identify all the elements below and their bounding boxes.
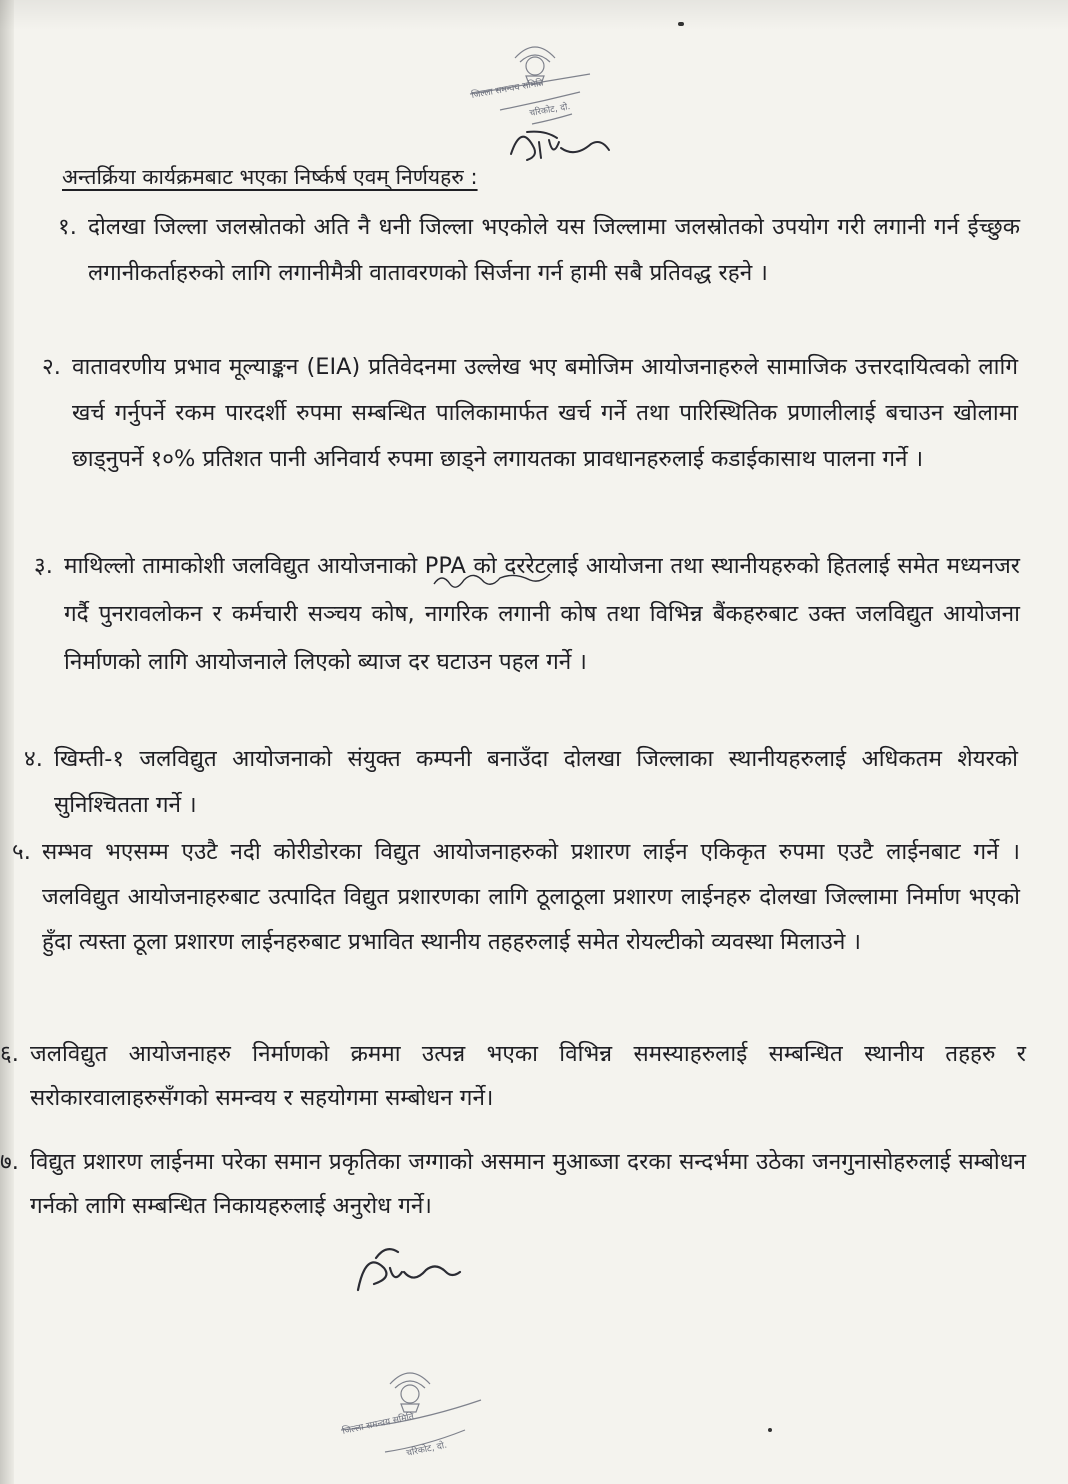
item-number: ५. xyxy=(12,839,31,865)
svg-text:चरिकोट, दो.: चरिकोट, दो. xyxy=(528,101,572,119)
ink-speck xyxy=(678,22,684,26)
item-number: ७. xyxy=(0,1149,19,1175)
item-number: ४. xyxy=(24,746,43,772)
svg-text:चरिकोट, दो.: चरिकोट, दो. xyxy=(405,1440,448,1459)
decision-item xyxy=(0,1032,1026,1120)
decision-item xyxy=(12,830,1020,965)
item-text: वातावरणीय प्रभाव मूल्याङ्कन (EIA) प्रतिवेदनमा उल्लेख भए बमोजिम आयोजनाहरुले सामाजिक उत्तरदायित्वको लागि खर्च गर्नुपर्ने रकम पारदर्शी रुपमा सम्बन्धित पालिकामार्फत खर्च गर्ने तथा पारिस्थितिक प्रणालीलाई बचाउन खोलामा छाड्नुपर्ने १०% प्रतिशत पानी अनिवार्य रुपमा छाड्ने लगायतका प्रावधानहरुलाई कडाईकासाथ पालना गर्ने । xyxy=(72,354,1018,472)
decision-item xyxy=(0,1140,1026,1228)
decision-item xyxy=(42,344,1018,482)
item-number: १. xyxy=(58,214,77,240)
decision-item xyxy=(24,736,1018,828)
page-left-edge xyxy=(0,0,14,1484)
decision-item xyxy=(58,204,1020,296)
handwritten-annotation-icon xyxy=(430,568,590,590)
item-number: ६. xyxy=(0,1041,19,1067)
office-seal-icon xyxy=(335,1360,485,1470)
item-number: २. xyxy=(42,354,61,380)
ink-speck xyxy=(768,1428,772,1432)
item-text: खिम्ती-१ जलविद्युत आयोजनाको संयुक्त कम्पनी बनाउँदा दोलखा जिल्लाका स्थानीयहरुलाई अधिकतम शेयरको सुनिश्चितता गर्ने । xyxy=(54,746,1018,818)
item-text: जलविद्युत आयोजनाहरु निर्माणको क्रममा उत्पन्न भएका विभिन्न समस्याहरुलाई सम्बन्धित स्थानीय तहहरु र सरोकारवालाहरुसँगको समन्वय र सहयोगमा सम्बोधन गर्ने। xyxy=(30,1041,1026,1111)
item-text: विद्युत प्रशारण लाईनमा परेका समान प्रकृतिका जग्गाको असमान मुआब्जा दरका सन्दर्भमा उठेका जनगुनासोहरुलाई सम्बोधन गर्नको लागि सम्बन्धित निकायहरुलाई अनुरोध गर्ने। xyxy=(30,1149,1026,1219)
document-heading: अन्तर्क्रिया कार्यक्रमबाट भएका निर्ष्कर्ष एवम् निर्णयहरु : xyxy=(62,165,478,189)
item-text: सम्भव भएसम्म एउटै नदी कोरीडोरका विद्युत आयोजनाहरुको प्रशारण लाईन एकिकृत रुपमा एउटै लाईनबाट गर्ने । जलविद्युत आयोजनाहरुबाट उत्पादित विद्युत प्रशारणका लागि ठूलाठूला प्रशारण लाईनहरु दोलखा जिल्लामा निर्माण भएको हुँदा त्यस्ता ठूला प्रशारण लाईनहरुबाट प्रभावित स्थानीय तहहरुलाई समेत रोयल्टीको व्यवस्था मिलाउने । xyxy=(42,839,1020,955)
signature-icon xyxy=(350,1240,470,1298)
item-text: माथिल्लो तामाकोशी जलविद्युत आयोजनाको PPA को दररेटलाई आयोजना तथा स्थानीयहरुको हितलाई समेत मध्यनजर गर्दै पुनरावलोकन र कर्मचारी सञ्चय कोष, नागरिक लगानी कोष तथा विभिन्न बैंकहरुबाट उक्त जलविद्युत आयोजना निर्माणको लागि आयोजनाले लिएको ब्याज दर घटाउन पहल गर्ने । xyxy=(64,553,1020,675)
page-top-shadow xyxy=(0,0,1068,30)
item-number: ३. xyxy=(34,553,53,579)
svg-text:जिल्ला समन्वय समिति: जिल्ला समन्वय समिति xyxy=(470,78,545,101)
decision-item xyxy=(34,542,1020,686)
signature-icon xyxy=(505,118,615,166)
item-text: दोलखा जिल्ला जलस्रोतको अति नै धनी जिल्ला भएकोले यस जिल्लामा जलस्रोतको उपयोग गरी लगानी गर्न ईच्छुक लगानीकर्ताहरुको लागि लगानीमैत्री वातावरणको सिर्जना गर्न हामी सबै प्रतिवद्ध रहने । xyxy=(88,214,1020,286)
svg-text:जिल्ला समन्वय समिति: जिल्ला समन्वय समिति xyxy=(341,1412,415,1437)
